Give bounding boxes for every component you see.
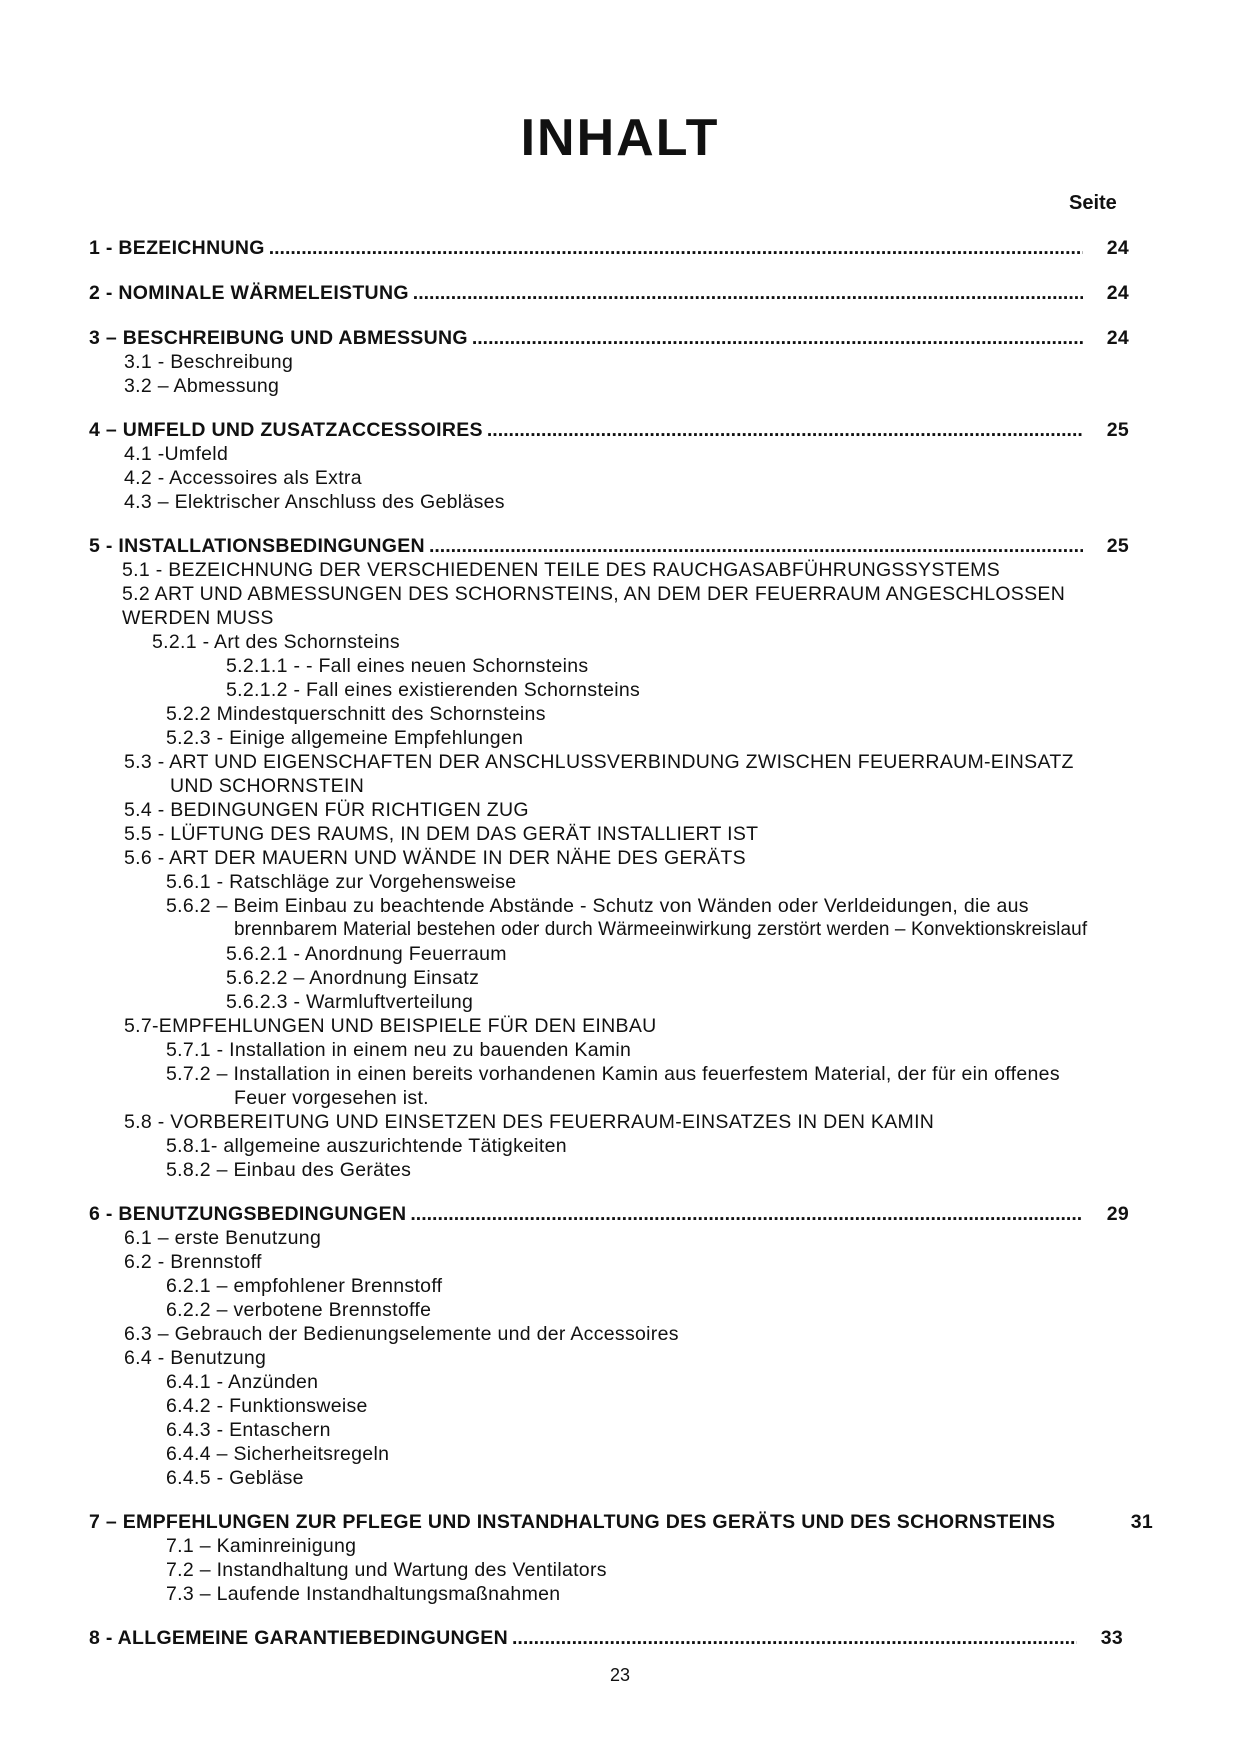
toc-entry: 4.3 – Elektrischer Anschluss des Gebläses (124, 491, 505, 513)
toc-entry: 5.6.2.3 - Warmluftverteilung (226, 991, 474, 1013)
page-column-label: Seite (1069, 192, 1117, 214)
toc-entry: 3.2 – Abmessung (124, 375, 280, 397)
toc-chapter-1 (89, 236, 1129, 260)
toc-entry: 5.2.3 - Einige allgemeine Empfehlungen (166, 727, 524, 749)
toc-entry: 5.4 - BEDINGUNGEN FÜR RICHTIGEN ZUG (124, 799, 529, 821)
toc-entry: 5.8.1- allgemeine auszurichtende Tätigkeiten (166, 1135, 567, 1157)
leader-dots (429, 534, 1083, 558)
leader-dots (413, 281, 1083, 305)
toc-entry: 5.6.2 – Beim Einbau zu beachtende Abstände - Schutz von Wänden oder Verldeidungen, die aus (166, 895, 1029, 917)
toc-entry: 7.1 – Kaminreinigung (166, 1535, 357, 1557)
toc-entry: 6.4.2 - Funktionsweise (166, 1395, 368, 1417)
toc-entry: 3.1 - Beschreibung (124, 351, 294, 373)
toc-entry: 6.4.3 - Entaschern (166, 1419, 331, 1441)
toc-entry: 6.1 – erste Benutzung (124, 1227, 322, 1249)
toc-chapter-5 (89, 534, 1129, 558)
toc-entry: 4.2 - Accessoires als Extra (124, 467, 362, 489)
chapter-page-number: 31 (1130, 1511, 1153, 1533)
toc-entry: 5.2.1.2 - Fall eines existierenden Schornsteins (226, 679, 641, 701)
chapter-page-number: 24 (1106, 282, 1129, 304)
leader-dots (487, 418, 1083, 442)
toc-entry: 5.8.2 – Einbau des Gerätes (166, 1159, 412, 1181)
toc-entry: 6.2.1 – empfohlener Brennstoff (166, 1275, 443, 1297)
toc-entry: 6.2.2 – verbotene Brennstoffe (166, 1299, 432, 1321)
toc-entry: 7.2 – Instandhaltung und Wartung des Ventilators (166, 1559, 607, 1581)
toc-entry: 5.7-EMPFEHLUNGEN UND BEISPIELE FÜR DEN EINBAU (124, 1015, 657, 1037)
chapter-title: 1 - BEZEICHNUNG (89, 237, 265, 259)
chapter-title: 6 - BENUTZUNGSBEDINGUNGEN (89, 1203, 407, 1225)
toc-entry: 5.6 - ART DER MAUERN UND WÄNDE IN DER NÄHE DES GERÄTS (124, 847, 746, 869)
toc-entry: 5.5 - LÜFTUNG DES RAUMS, IN DEM DAS GERÄT INSTALLIERT IST (124, 823, 759, 845)
toc-entry: 5.1 - BEZEICHNUNG DER VERSCHIEDENEN TEILE DES RAUCHGASABFÜHRUNGSSYSTEMS (122, 559, 1001, 581)
page-title: INHALT (520, 109, 720, 167)
toc-entry: 4.1 -Umfeld (124, 443, 229, 465)
chapter-title: 7 – EMPFEHLUNGEN ZUR PFLEGE UND INSTANDHALTUNG DES GERÄTS UND DES SCHORNSTEINS (89, 1511, 1056, 1533)
toc-entry: 5.7.1 - Installation in einem neu zu bauenden Kamin (166, 1039, 632, 1061)
toc-chapter-8 (89, 1626, 1123, 1650)
toc-entry: brennbarem Material bestehen oder durch Wärmeeinwirkung zerstört werden – Konvektionskreislauf (234, 919, 1088, 940)
toc-chapter-6 (89, 1202, 1129, 1226)
toc-entry: 5.6.1 - Ratschläge zur Vorgehensweise (166, 871, 517, 893)
chapter-page-number: 29 (1106, 1203, 1129, 1225)
leader-dots (512, 1626, 1077, 1650)
toc-entry: 6.4.4 – Sicherheitsregeln (166, 1443, 390, 1465)
toc-entry: 5.2.1.1 - - Fall eines neuen Schornsteins (226, 655, 589, 677)
chapter-page-number: 33 (1100, 1627, 1123, 1649)
toc-entry: 5.8 - VORBEREITUNG UND EINSETZEN DES FEUERRAUM-EINSATZES IN DEN KAMIN (124, 1111, 935, 1133)
toc-chapter-4 (89, 418, 1129, 442)
chapter-title: 5 - INSTALLATIONSBEDINGUNGEN (89, 535, 425, 557)
toc-entry: UND SCHORNSTEIN (170, 775, 365, 797)
toc-chapter-7 (89, 1510, 1153, 1534)
chapter-title: 3 – BESCHREIBUNG UND ABMESSUNG (89, 327, 468, 349)
chapter-page-number: 25 (1106, 419, 1129, 441)
leader-dots (269, 236, 1083, 260)
chapter-title: 4 – UMFELD UND ZUSATZACCESSOIRES (89, 419, 483, 441)
chapter-page-number: 25 (1106, 535, 1129, 557)
toc-entry: 6.4.5 - Gebläse (166, 1467, 304, 1489)
toc-entry: 7.3 – Laufende Instandhaltungsmaßnahmen (166, 1583, 561, 1605)
toc-entry: Feuer vorgesehen ist. (234, 1087, 429, 1109)
chapter-title: 2 - NOMINALE WÄRMELEISTUNG (89, 282, 409, 304)
toc-chapter-2 (89, 281, 1129, 305)
chapter-title: 8 - ALLGEMEINE GARANTIEBEDINGUNGEN (89, 1627, 508, 1649)
toc-entry: 5.6.2.1 - Anordnung Feuerraum (226, 943, 507, 965)
toc-chapter-3 (89, 326, 1129, 350)
chapter-page-number: 24 (1106, 237, 1129, 259)
toc-entry: 6.3 – Gebrauch der Bedienungselemente und der Accessoires (124, 1323, 679, 1345)
toc-entry: 6.4.1 - Anzünden (166, 1371, 319, 1393)
toc-entry: 5.6.2.2 – Anordnung Einsatz (226, 967, 480, 989)
toc-entry: 5.2.2 Mindestquerschnitt des Schornsteins (166, 703, 546, 725)
toc-entry: 5.2.1 - Art des Schornsteins (152, 631, 400, 653)
toc-entry: 5.2 ART UND ABMESSUNGEN DES SCHORNSTEINS, AN DEM DER FEUERRAUM ANGESCHLOSSEN (122, 583, 1066, 605)
leader-dots (472, 326, 1083, 350)
toc-entry: 6.4 - Benutzung (124, 1347, 267, 1369)
toc-entry: 6.2 - Brennstoff (124, 1251, 262, 1273)
chapter-page-number: 24 (1106, 327, 1129, 349)
page-number: 23 (609, 1665, 631, 1685)
leader-dots (410, 1202, 1083, 1226)
toc-entry: 5.3 - ART UND EIGENSCHAFTEN DER ANSCHLUSSVERBINDUNG ZWISCHEN FEUERRAUM-EINSATZ (124, 751, 1074, 773)
toc-entry: 5.7.2 – Installation in einen bereits vorhandenen Kamin aus feuerfestem Material, der für ein offenes (166, 1063, 1060, 1085)
toc-entry: WERDEN MUSS (122, 607, 274, 629)
